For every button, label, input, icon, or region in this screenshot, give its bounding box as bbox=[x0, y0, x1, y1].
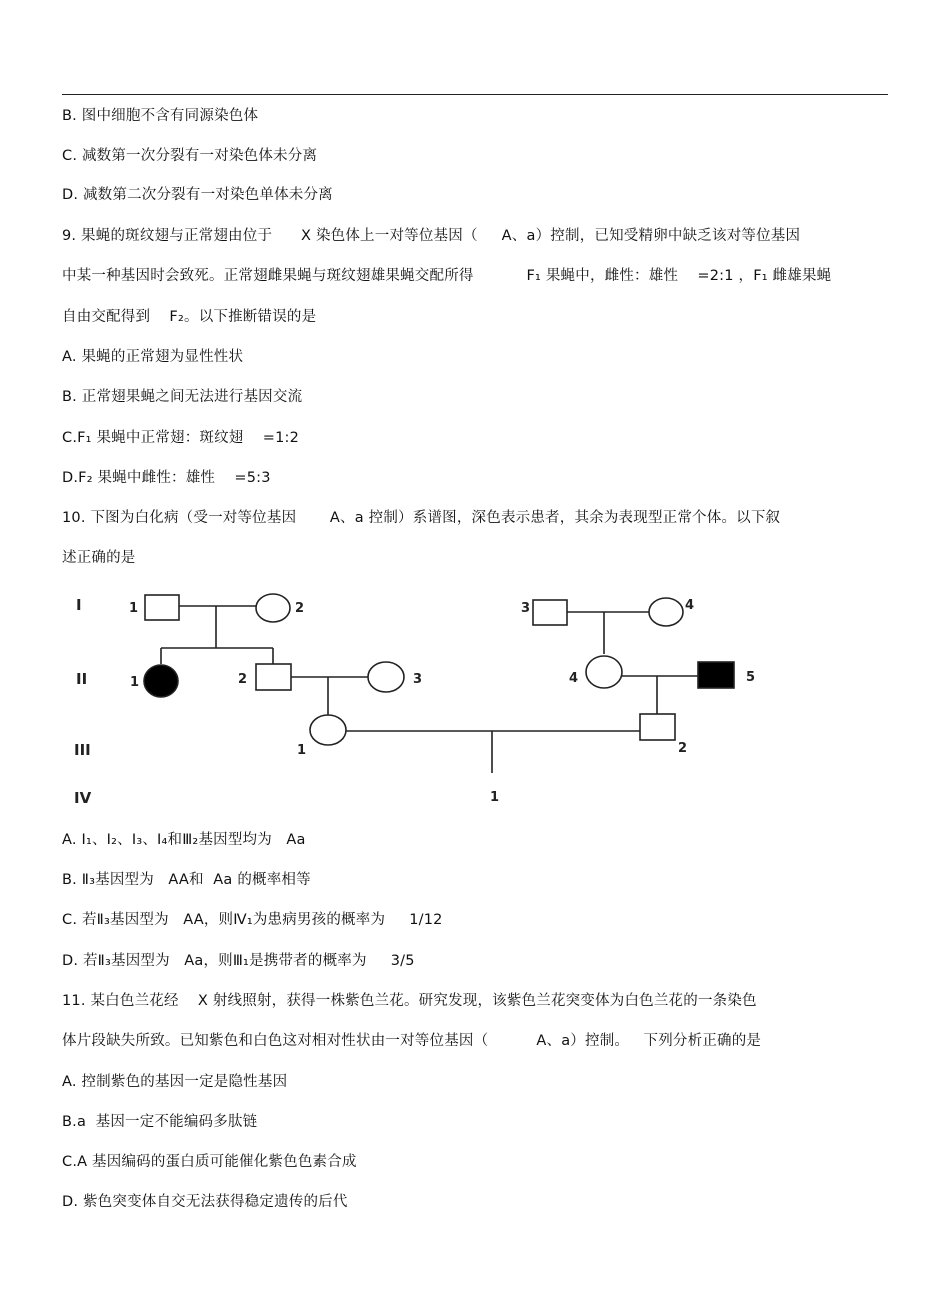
num-IV1: 1 bbox=[490, 790, 500, 805]
num-III1: 1 bbox=[297, 743, 307, 758]
I1-male bbox=[145, 595, 179, 620]
gen-label-II: II bbox=[76, 670, 88, 688]
III1-female bbox=[310, 715, 346, 745]
option-11a: A. 控制紫色的基因一定是隐性基因 bbox=[62, 1074, 288, 1090]
option-9b: B. 正常翅果蝇之间无法进行基因交流 bbox=[62, 389, 303, 405]
option-8b: B. 图中细胞不含有同源染色体 bbox=[62, 108, 259, 124]
I2-female bbox=[256, 594, 290, 622]
option-10c: C. 若Ⅱ₃基因型为 AA，则Ⅳ₁为患病男孩的概率为 1/12 bbox=[62, 912, 443, 928]
II4-female bbox=[586, 656, 622, 688]
question-10-line1: 10. 下图为白化病（受一对等位基因 A、a 控制）系谱图，深色表示患者，其余为表现型正常个体。以下叙 bbox=[62, 510, 781, 526]
num-II1: 1 bbox=[130, 675, 140, 690]
num-I3: 3 bbox=[521, 601, 531, 616]
option-10d: D. 若Ⅱ₃基因型为 Aa，则Ⅲ₁是携带者的概率为 3/5 bbox=[62, 953, 415, 969]
option-9c: C.F₁ 果蝇中正常翅：斑纹翅 =1:2 bbox=[62, 430, 300, 446]
option-8d: D. 减数第二次分裂有一对染色单体未分离 bbox=[62, 187, 333, 203]
gen-label-IV: IV bbox=[74, 789, 92, 807]
num-II4: 4 bbox=[569, 671, 579, 686]
option-11d: D. 紫色突变体自交无法获得稳定遗传的后代 bbox=[62, 1194, 348, 1210]
II1-affected-female bbox=[144, 665, 178, 697]
I4-female bbox=[649, 598, 683, 626]
option-10b: B. Ⅱ₃基因型为 AA和 Aa 的概率相等 bbox=[62, 872, 311, 888]
option-11c: C.A 基因编码的蛋白质可能催化紫色色素合成 bbox=[62, 1154, 357, 1170]
option-11b: B.a 基因一定不能编码多肽链 bbox=[62, 1114, 258, 1130]
option-8c: C. 减数第一次分裂有一对染色体未分离 bbox=[62, 148, 318, 164]
gen-label-III: III bbox=[74, 741, 91, 759]
question-9-line3: 自由交配得到 F₂。以下推断错误的是 bbox=[62, 309, 317, 325]
option-10a: A. Ⅰ₁、Ⅰ₂、Ⅰ₃、Ⅰ₄和Ⅲ₂基因型均为 Aa bbox=[62, 832, 306, 848]
option-9a: A. 果蝇的正常翅为显性性状 bbox=[62, 349, 244, 365]
question-9-line1: 9. 果蝇的斑纹翅与正常翅由位于 X 染色体上一对等位基因（ A、a）控制，已知受精卵中缺乏该对等位基因 bbox=[62, 228, 801, 244]
num-II3: 3 bbox=[413, 672, 423, 687]
num-I2: 2 bbox=[295, 601, 305, 616]
option-9d: D.F₂ 果蝇中雌性：雄性 =5:3 bbox=[62, 470, 271, 486]
II2-male bbox=[256, 664, 291, 690]
pedigree-lines bbox=[161, 606, 698, 773]
num-III2: 2 bbox=[678, 741, 688, 756]
num-II2: 2 bbox=[238, 672, 248, 687]
header-rule bbox=[62, 94, 888, 95]
II3-female bbox=[368, 662, 404, 692]
question-10-line2: 述正确的是 bbox=[62, 550, 136, 566]
pedigree-chart bbox=[60, 588, 780, 820]
num-I1: 1 bbox=[129, 601, 139, 616]
num-II5: 5 bbox=[746, 670, 756, 685]
II5-affected-male bbox=[698, 662, 734, 688]
question-9-line2: 中某一种基因时会致死。正常翅雌果蝇与斑纹翅雄果蝇交配所得 F₁ 果蝇中，雌性：雄性 =2:1 ，F₁ 雌雄果蝇 bbox=[62, 268, 832, 284]
I3-male bbox=[533, 600, 567, 625]
question-11-line1: 11. 某白色兰花经 X 射线照射，获得一株紫色兰花。研究发现，该紫色兰花突变体为白色兰花的一条染色 bbox=[62, 993, 757, 1009]
question-11-line2: 体片段缺失所致。已知紫色和白色这对相对性状由一对等位基因（ A、a）控制。 下列分析正确的是 bbox=[62, 1033, 762, 1049]
num-I4: 4 bbox=[685, 598, 695, 613]
gen-label-I: I bbox=[76, 596, 82, 614]
III2-male bbox=[640, 714, 675, 740]
